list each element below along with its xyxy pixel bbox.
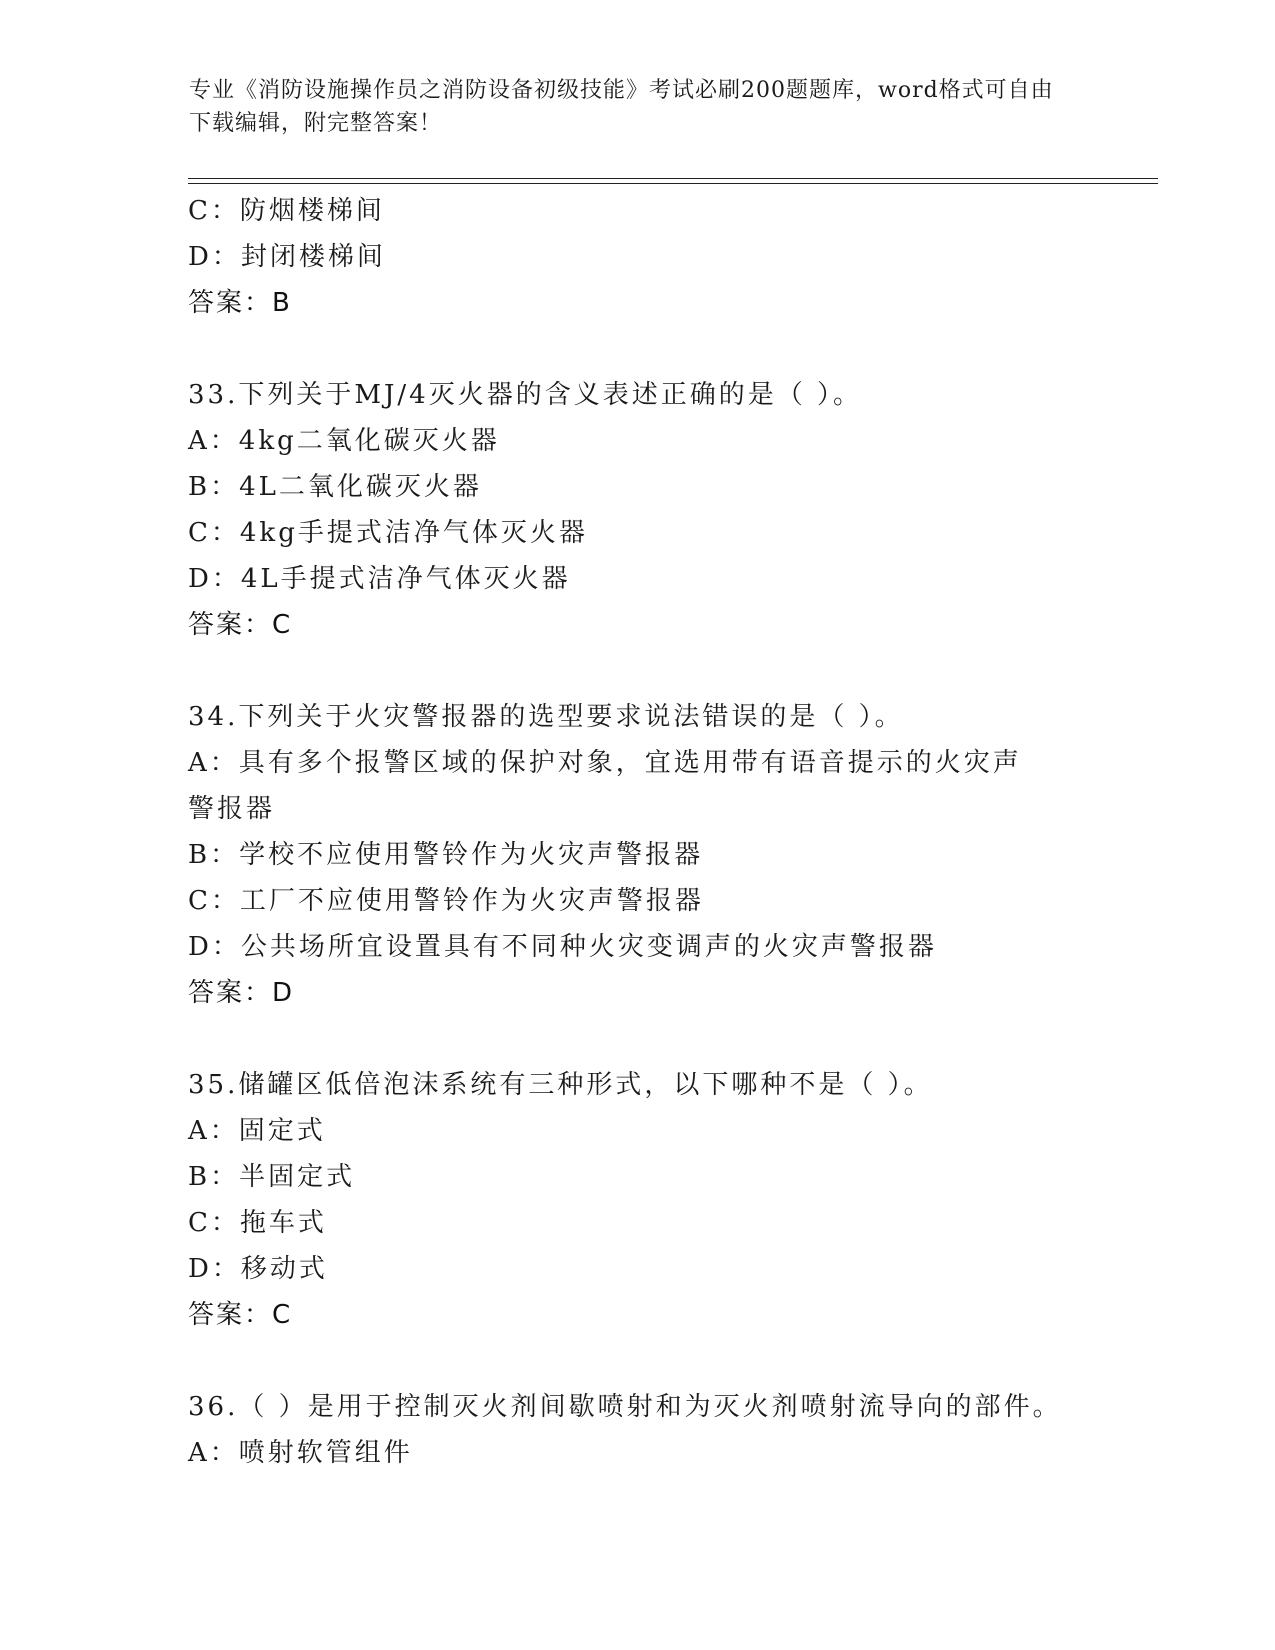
option-a: A：固定式 — [188, 1116, 326, 1146]
option-c: C：拖车式 — [188, 1208, 327, 1238]
option-c: C：工厂不应使用警铃作为火灾声警报器 — [188, 886, 704, 916]
answer-line: 答案：D — [188, 978, 295, 1008]
question-stem: 36.（ ）是用于控制灭火剂间歇喷射和为灭火剂喷射流导向的部件。 — [188, 1392, 1062, 1422]
answer-line: 答案：C — [188, 1300, 293, 1330]
spacer — [188, 1016, 1088, 1062]
option-d: D：封闭楼梯间 — [188, 242, 386, 272]
spacer — [188, 326, 1088, 372]
option-c: C：防烟楼梯间 — [188, 196, 385, 226]
document-body — [188, 188, 1088, 1476]
option-d: D：移动式 — [188, 1254, 328, 1284]
question-stem: 35.储罐区低倍泡沫系统有三种形式，以下哪种不是（ ）。 — [188, 1070, 933, 1100]
previous-question-tail — [188, 188, 1088, 326]
question-stem: 34.下列关于火灾警报器的选型要求说法错误的是（ ）。 — [188, 702, 904, 732]
option-d: D：公共场所宜设置具有不同种火灾变调声的火灾声警报器 — [188, 932, 937, 962]
header-divider — [188, 178, 1158, 184]
question-34 — [188, 694, 1088, 1016]
option-b: B：半固定式 — [188, 1162, 356, 1192]
option-a: A：喷射软管组件 — [188, 1438, 413, 1468]
question-35 — [188, 1062, 1088, 1338]
answer-line: 答案：C — [188, 610, 293, 640]
spacer — [188, 1338, 1088, 1384]
spacer — [188, 648, 1088, 694]
answer-line: 答案：B — [188, 288, 292, 318]
option-c: C：4kg手提式洁净气体灭火器 — [188, 518, 588, 548]
option-d: D：4L手提式洁净气体灭火器 — [188, 564, 571, 594]
question-stem: 33.下列关于MJ/4灭火器的含义表述正确的是（ ）。 — [188, 380, 862, 410]
option-a: A：具有多个报警区域的保护对象，宜选用带有语音提示的火灾声警报器 — [188, 748, 1022, 824]
option-b: B：4L二氧化碳灭火器 — [188, 472, 482, 502]
option-b: B：学校不应使用警铃作为火灾声警报器 — [188, 840, 704, 870]
question-36 — [188, 1384, 1088, 1476]
option-a: A：4kg二氧化碳灭火器 — [188, 426, 500, 456]
question-33 — [188, 372, 1088, 648]
page-header: 专业《消防设施操作员之消防设备初级技能》考试必刷200题题库，word格式可自由下载编辑，附完整答案！ — [189, 78, 1054, 136]
